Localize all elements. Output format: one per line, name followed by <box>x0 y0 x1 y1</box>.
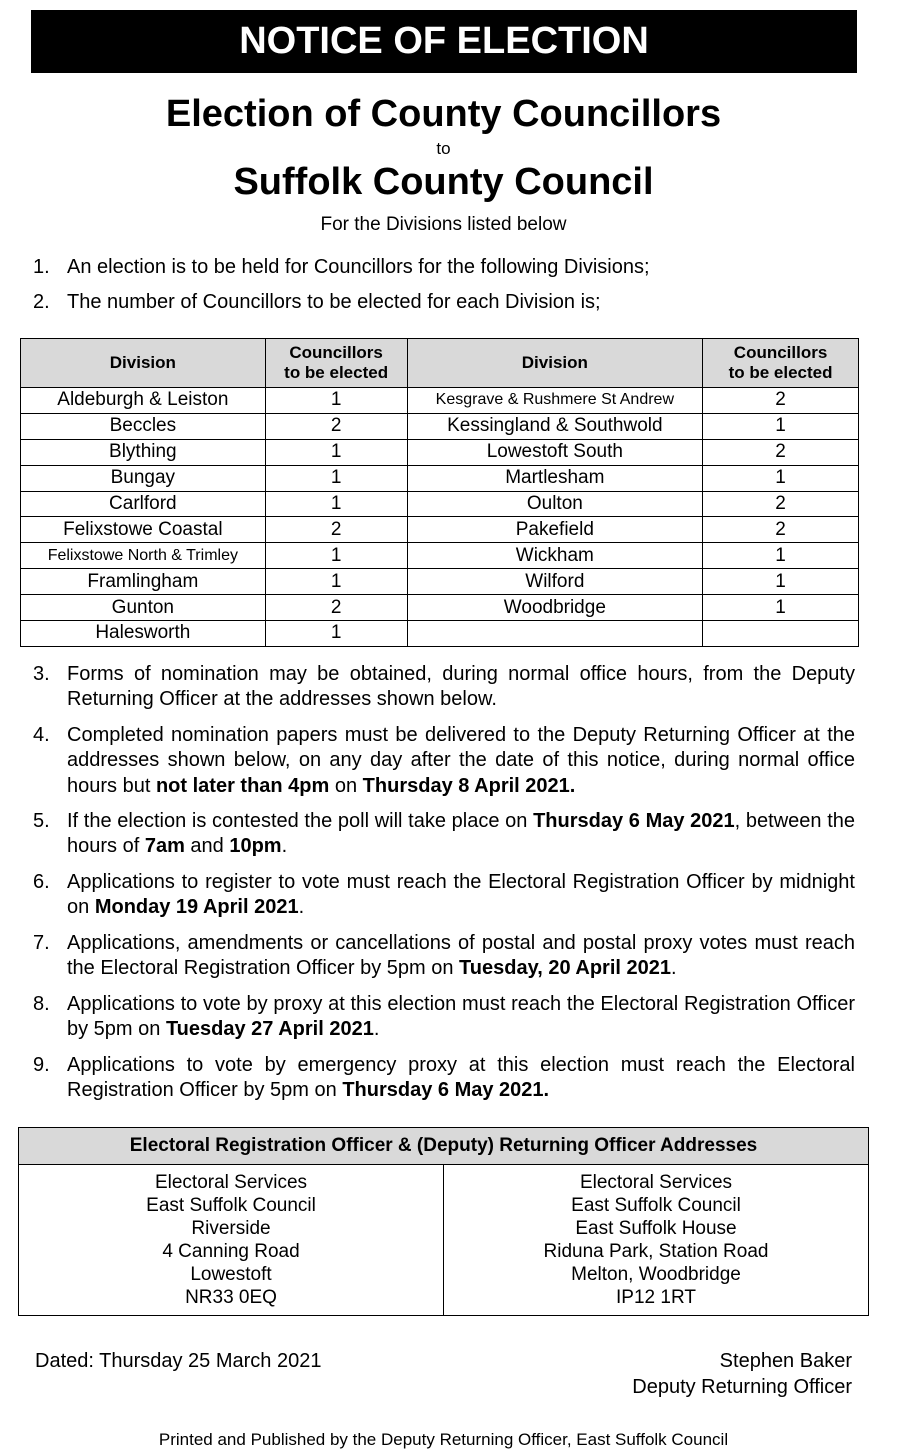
count-cell: 1 <box>703 595 859 621</box>
division-cell: Felixstowe Coastal <box>21 517 266 543</box>
column-header-councillors: Councillors to be elected <box>265 339 407 388</box>
table-row <box>21 543 859 569</box>
address-line: East Suffolk Council <box>571 1195 741 1216</box>
address-line: Electoral Services <box>579 1172 733 1193</box>
notice-item-6 <box>33 870 855 921</box>
division-cell: Aldeburgh & Leiston <box>21 388 266 414</box>
divisions-table <box>20 338 859 647</box>
item-text: An election is to be held for Councillors for the following Divisions; <box>67 256 650 278</box>
count-cell: 1 <box>703 413 859 439</box>
count-cell: 2 <box>703 439 859 465</box>
address-woodbridge <box>444 1165 869 1316</box>
address-line: NR33 0EQ <box>185 1287 277 1308</box>
count-cell: 2 <box>265 413 407 439</box>
division-cell: Beccles <box>21 413 266 439</box>
divisions-subtitle: For the Divisions listed below <box>320 214 567 235</box>
count-cell: 1 <box>265 491 407 517</box>
notice-item-9 <box>33 1053 855 1104</box>
publisher-footer: Printed and Published by the Deputy Returning Officer, East Suffolk Council <box>158 1430 729 1449</box>
address-line: Riverside <box>191 1218 271 1239</box>
addresses-header: Electoral Registration Officer & (Deputy) Returning Officer Addresses <box>19 1128 869 1165</box>
division-cell: Oulton <box>407 491 703 517</box>
item-number: 9. <box>33 1054 50 1076</box>
table-row <box>21 569 859 595</box>
item-number: 2. <box>33 291 50 313</box>
title-connector: to <box>436 139 451 158</box>
count-cell: 1 <box>703 465 859 491</box>
election-title: Election of County Councillors <box>165 93 722 135</box>
division-cell: Wilford <box>407 569 703 595</box>
division-cell: Kesgrave & Rushmere St Andrew <box>407 388 703 414</box>
item-number: 8. <box>33 993 50 1015</box>
count-cell: 2 <box>265 517 407 543</box>
count-cell: 2 <box>265 595 407 621</box>
notice-date: Dated: Thursday 25 March 2021 <box>35 1350 322 1372</box>
address-line: Electoral Services <box>154 1172 308 1193</box>
address-line: Riduna Park, Station Road <box>543 1241 769 1262</box>
item-number: 7. <box>33 932 50 954</box>
table-header-row <box>21 339 859 388</box>
address-line: 4 Canning Road <box>162 1241 300 1262</box>
notice-item-1 <box>33 255 855 280</box>
count-cell: 1 <box>265 621 407 647</box>
item-number: 3. <box>33 663 50 685</box>
division-cell: Framlingham <box>21 569 266 595</box>
division-cell: Felixstowe North & Trimley <box>21 543 266 569</box>
count-cell: 2 <box>703 517 859 543</box>
count-cell: 2 <box>703 388 859 414</box>
count-cell: 1 <box>265 569 407 595</box>
item-text: Applications, amendments or cancellations of postal and postal proxy votes must reach the Electoral Registration Officer by 5pm on Tuesday, 20 April 2021. <box>67 932 855 980</box>
address-line: Lowestoft <box>190 1264 272 1285</box>
division-cell: Carlford <box>21 491 266 517</box>
division-cell: Kessingland & Southwold <box>407 413 703 439</box>
notice-banner: NOTICE OF ELECTION <box>31 10 857 73</box>
division-cell: Pakefield <box>407 517 703 543</box>
table-row <box>21 621 859 647</box>
item-text: Applications to register to vote must reach the Electoral Registration Officer by midnight on Monday 19 April 2021. <box>67 871 855 919</box>
item-text: Completed nomination papers must be delivered to the Deputy Returning Officer at the addresses shown below, on any day after the date of this notice, during normal office hours but not later than 4pm on Thursday 8 April 2021. <box>67 724 855 797</box>
item-text: Forms of nomination may be obtained, during normal office hours, from the Deputy Returning Officer at the addresses shown below. <box>67 663 855 711</box>
item-text: Applications to vote by proxy at this election must reach the Electoral Registration Officer by 5pm on Tuesday 27 April 2021. <box>67 993 855 1041</box>
division-cell: Woodbridge <box>407 595 703 621</box>
column-header-division: Division <box>21 339 266 388</box>
division-cell: Martlesham <box>407 465 703 491</box>
item-number: 6. <box>33 871 50 893</box>
count-cell <box>703 621 859 647</box>
signatory-name: Stephen Baker <box>719 1350 852 1372</box>
count-cell: 1 <box>703 569 859 595</box>
count-cell: 1 <box>265 543 407 569</box>
council-name: Suffolk County Council <box>233 161 654 203</box>
table-row <box>21 388 859 414</box>
item-text: If the election is contested the poll will take place on Thursday 6 May 2021, between the hours of 7am and 10pm. <box>67 810 856 858</box>
signatory-title: Deputy Returning Officer <box>632 1376 852 1398</box>
address-line: Melton, Woodbridge <box>571 1264 741 1285</box>
address-line: East Suffolk House <box>575 1218 737 1239</box>
division-cell: Gunton <box>21 595 266 621</box>
address-line: IP12 1RT <box>616 1287 696 1308</box>
notice-item-2 <box>33 290 855 315</box>
count-cell: 1 <box>265 439 407 465</box>
table-header-row <box>19 1128 869 1165</box>
notice-item-5 <box>33 809 855 860</box>
division-cell: Blything <box>21 439 266 465</box>
division-cell <box>407 621 703 647</box>
column-header-councillors: Councillors to be elected <box>703 339 859 388</box>
item-text: The number of Councillors to be elected for each Division is; <box>67 291 601 313</box>
table-row <box>21 595 859 621</box>
table-row <box>21 465 859 491</box>
count-cell: 1 <box>265 465 407 491</box>
address-lowestoft <box>19 1165 444 1316</box>
division-cell: Halesworth <box>21 621 266 647</box>
item-text: Applications to vote by emergency proxy at this election must reach the Electoral Registration Officer by 5pm on Thursday 6 May 2021. <box>67 1054 855 1102</box>
addresses-table <box>18 1127 869 1316</box>
notice-item-4 <box>33 723 855 799</box>
item-number: 1. <box>33 256 50 278</box>
table-row <box>21 439 859 465</box>
table-row <box>19 1165 869 1316</box>
division-cell: Lowestoft South <box>407 439 703 465</box>
notice-item-7 <box>33 931 855 982</box>
item-number: 5. <box>33 810 50 832</box>
count-cell: 2 <box>703 491 859 517</box>
division-cell: Wickham <box>407 543 703 569</box>
table-row <box>21 491 859 517</box>
table-row <box>21 413 859 439</box>
address-line: East Suffolk Council <box>146 1195 316 1216</box>
count-cell: 1 <box>703 543 859 569</box>
notice-item-8 <box>33 992 855 1043</box>
notice-item-3 <box>33 662 855 713</box>
table-row <box>21 517 859 543</box>
signatory <box>632 1348 852 1400</box>
count-cell: 1 <box>265 388 407 414</box>
division-cell: Bungay <box>21 465 266 491</box>
item-number: 4. <box>33 724 50 746</box>
column-header-division: Division <box>407 339 703 388</box>
